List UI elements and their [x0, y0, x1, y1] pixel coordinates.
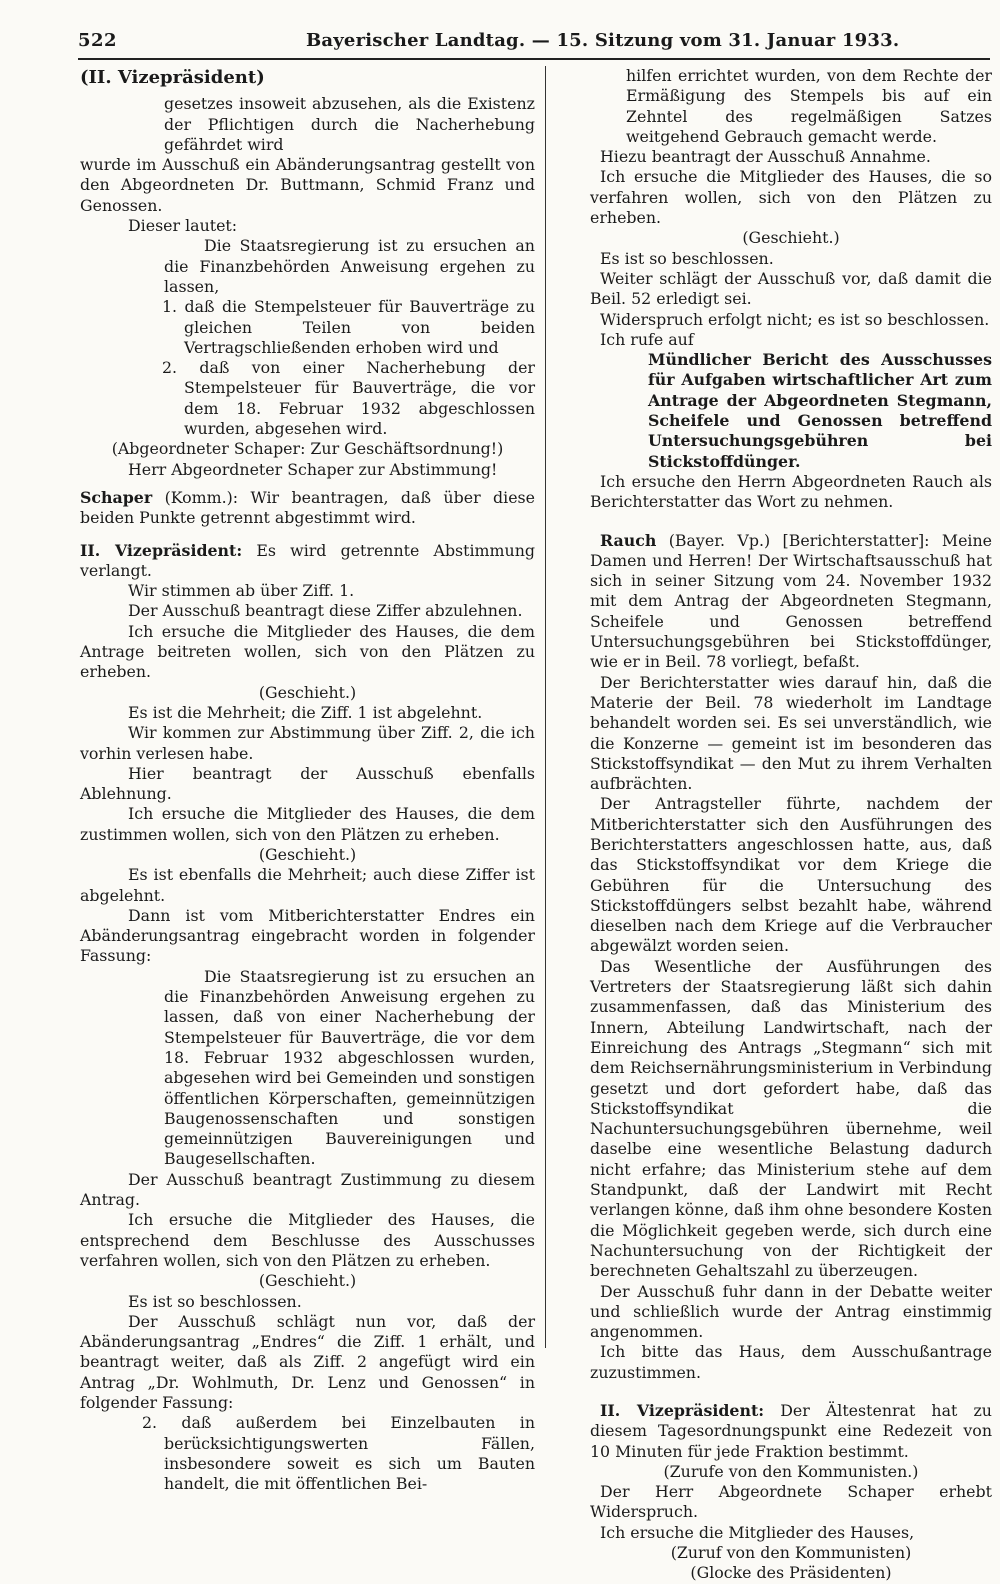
column-divider: [545, 66, 546, 1348]
paragraph: Es ist die Mehrheit; die Ziff. 1 ist abgelehnt.: [128, 702, 483, 722]
paragraph: Ich ersuche den Herrn Abgeordneten Rauch als Berichterstatter das Wort zu nehmen.: [590, 471, 992, 512]
spacer: [80, 529, 535, 541]
speech-text: Es wird getrennte Abstimmung verlangt.: [80, 540, 535, 580]
page-number: 522: [78, 30, 118, 51]
interjection: (Zurufe von den Kommunisten.): [663, 1461, 919, 1481]
speaker-name: II. Vizepräsident:: [600, 1401, 765, 1420]
interjection: (Abgeordneter Schaper: Zur Geschäftsordnung!): [111, 439, 504, 459]
paragraph: Der Ausschuß fuhr dann in der Debatte weiter und schließlich wurde der Antrag einstimmig angenommen.: [590, 1281, 992, 1342]
paragraph: Widerspruch erfolgt nicht; es ist so beschlossen.: [600, 309, 990, 329]
paragraph: Es ist so beschlossen.: [128, 1291, 302, 1311]
interjection: (Geschieht.): [258, 682, 357, 702]
paragraph: Ich ersuche die Mitglieder des Hauses,: [600, 1522, 915, 1542]
right-column: [590, 66, 992, 1584]
motion-item: 1. daß die Stempelsteuer für Bauverträge zu gleichen Teilen von beiden Vertragschließenden erhoben wird und: [162, 297, 535, 357]
paragraph: Der Ausschuß beantragt diese Ziffer abzulehnen.: [128, 601, 523, 621]
speech-text: (Bayer. Vp.) [Berichterstatter]: Meine Damen und Herren! Der Wirtschaftsausschuß hat sich in seiner Sitzung vom 24. November 1932 mit dem Antrag der Abgeordneten Stegmann, Scheifele und Genossen betreffend Untersuchungsgebühren bei Stickstoffdünger, wie er in Beil. 78 vorliegt, befaßt.: [590, 530, 992, 672]
motion-item: 2. daß von einer Nacherhebung der Stempelsteuer für Bauverträge, die vor dem 18. Februar 1932 abgeschlossen wurden, abgesehen wird.: [162, 358, 535, 439]
speaker-name: Schaper: [80, 487, 153, 507]
paragraph: Herr Abgeordneter Schaper zur Abstimmung!: [128, 459, 498, 479]
paragraph: wurde im Ausschuß ein Abänderungsantrag gestellt von den Abgeordneten Dr. Buttmann, Schmid Franz und Genossen.: [80, 155, 535, 215]
paragraph: Der Ausschuß schlägt nun vor, daß der Abänderungsantrag „Endres“ die Ziff. 1 erhält, und beantragt weiter, daß als Ziff. 2 angefügt wird ein Antrag „Dr. Wohlmuth, Dr. Lenz und Genossen“ in folgender Fassung:: [80, 1311, 535, 1412]
interjection: (Geschieht.): [742, 228, 840, 248]
speech: [80, 488, 535, 529]
paragraph: Es ist so beschlossen.: [600, 248, 774, 268]
interjection: (Zuruf von den Kommunisten): [670, 1543, 912, 1563]
paragraph: Wir stimmen ab über Ziff. 1.: [128, 581, 355, 601]
paragraph: Dann ist vom Mitberichterstatter Endres ein Abänderungsantrag eingebracht worden in folgender Fassung:: [80, 905, 535, 966]
paragraph: Ich ersuche die Mitglieder des Hauses, die dem zustimmen wollen, sich von den Plätzen zu erheben.: [80, 804, 535, 844]
speaker-name: Rauch: [600, 530, 657, 550]
paragraph: Weiter schlägt der Ausschuß vor, daß damit die Beil. 52 erledigt sei.: [590, 268, 992, 309]
paragraph: Dieser lautet:: [128, 216, 238, 236]
paragraph: Ich bitte das Haus, dem Ausschußantrage zuzustimmen.: [590, 1342, 992, 1382]
left-column: [80, 66, 535, 1494]
interjection: (Glocke des Präsidenten): [690, 1563, 892, 1583]
paragraph: Ich ersuche die Mitglieder des Hauses, die so verfahren wollen, sich von den Plätzen zu erheben.: [590, 167, 992, 228]
paragraph: Der Berichterstatter wies darauf hin, daß die Materie der Beil. 78 wiederholt im Landtage behandelt worden sei. Es sei unverständlich, wie die Konzerne — gemeint ist im besonderen das Stickstoffsyndikat — den Mut zu ihrem Verhalten aufbrächten.: [590, 672, 992, 794]
paragraph: Der Herr Abgeordnete Schaper erhebt Widerspruch.: [590, 1482, 992, 1522]
paragraph: Ich rufe auf: [600, 329, 694, 349]
interjection: (Geschieht.): [258, 1271, 357, 1291]
paragraph: Es ist ebenfalls die Mehrheit; auch diese Ziffer ist abgelehnt.: [80, 865, 535, 905]
paragraph: gesetzes insoweit abzusehen, als die Existenz der Pflichtigen durch die Nacherhebung gefährdet wird: [164, 94, 535, 154]
paragraph: Hiezu beantragt der Ausschuß Annahme.: [600, 147, 931, 167]
section-head: (II. Vizepräsident): [80, 67, 265, 88]
spacer: [80, 480, 535, 488]
running-title: Bayerischer Landtag. — 15. Sitzung vom 31. Januar 1933.: [306, 30, 900, 51]
paragraph: Wir kommen zur Abstimmung über Ziff. 2, die ich vorhin verlesen habe.: [80, 723, 535, 763]
quoted-motion: Die Staatsregierung ist zu ersuchen an die Finanzbehörden Anweisung ergehen zu lassen,: [164, 236, 535, 296]
spacer: [590, 513, 992, 531]
paragraph: Der Ausschuß beantragt Zustimmung zu diesem Antrag.: [80, 1169, 535, 1210]
agenda-item-title: Mündlicher Bericht des Ausschusses für Aufgaben wirtschaftlicher Art zum Antrage der Abgeordneten Stegmann, Scheifele und Genossen betreffend Untersuchungsgebühren bei Stickstoffdünger.: [648, 350, 992, 471]
quoted-motion: Die Staatsregierung ist zu ersuchen an die Finanzbehörden Anweisung ergehen zu lassen, daß von einer Nacherhebung der Stempelsteuer für Bauverträge, die vor dem 18. Februar 1932 abgeschlossen wurden, abgesehen wird bei Gemeinden und sonstigen öffentlichen Körperschaften, gemeinnützigen Baugenossenschaften und sonstigen gemeinnützigen Bauvereinigungen und Baugesellschaften.: [164, 966, 535, 1169]
paragraph: Ich ersuche die Mitglieder des Hauses, die dem Antrage beitreten wollen, sich von den Plätzen zu erheben.: [80, 621, 535, 682]
page-header: [78, 28, 990, 58]
spacer: [590, 1383, 992, 1401]
paragraph: Der Antragsteller führte, nachdem der Mitberichterstatter sich den Ausführungen des Berichterstatters angeschlossen hatte, aus, daß das Stickstoffsyndikat vor dem Kriege die Gebühren für die Untersuchung des Stickstoffdüngers selbst bezahlt habe, während dieselben nach dem Kriege auf die Verbraucher abgewälzt worden seien.: [590, 794, 992, 956]
speech: [590, 531, 992, 673]
header-rule: [78, 58, 990, 60]
speech: [80, 541, 535, 582]
speech-text: (Komm.): Wir beantragen, daß über diese beiden Punkte getrennt abgestimmt wird.: [80, 487, 535, 528]
paragraph: Hier beantragt der Ausschuß ebenfalls Ablehnung.: [80, 763, 535, 804]
speaker-name: II. Vizepräsident:: [80, 540, 243, 560]
speech: [590, 1401, 992, 1462]
interjection: (Geschieht.): [258, 844, 357, 864]
speech-text: Der Ältestenrat hat zu diesem Tagesordnungspunkt eine Redezeit von 10 Minuten für jede Fraktion bestimmt.: [590, 1401, 992, 1461]
motion-item: 2. daß außerdem bei Einzelbauten in berücksichtigungswerten Fällen, insbesondere soweit es sich um Bauten handelt, die mit öffentlichen Bei-: [142, 1413, 535, 1494]
quoted-motion: hilfen errichtet wurden, von dem Rechte der Ermäßigung des Stempels bis auf ein Zehntel des regelmäßigen Satzes weitgehend Gebrauch gemacht werde.: [626, 66, 992, 146]
paragraph: Das Wesentliche der Ausführungen des Vertreters der Staatsregierung läßt sich dahin zusammenfassen, daß das Ministerium des Innern, Abteilung Landwirtschaft, nach der Einreichung des Antrags „Stegmann“ sich mit dem Reichsernährungsministerium in Verbindung gesetzt und dort gefordert habe, daß das Stickstoffsyndikat die Nachuntersuchungsgebühren übernehme, weil daselbe eine wesentliche Belastung dadurch nicht erfahre; das Ministerium stehe auf dem Standpunkt, daß der Landwirt mit Recht verlangen könne, daß ihm ohne besondere Kosten die Möglichkeit gegeben werde, sich durch eine Nachuntersuchung von der Richtigkeit der berechneten Gehaltszahl zu überzeugen.: [590, 956, 993, 1281]
paragraph: Ich ersuche die Mitglieder des Hauses, die entsprechend dem Beschlusse des Ausschusses verfahren wollen, sich von den Plätzen zu erheben.: [80, 1210, 535, 1270]
